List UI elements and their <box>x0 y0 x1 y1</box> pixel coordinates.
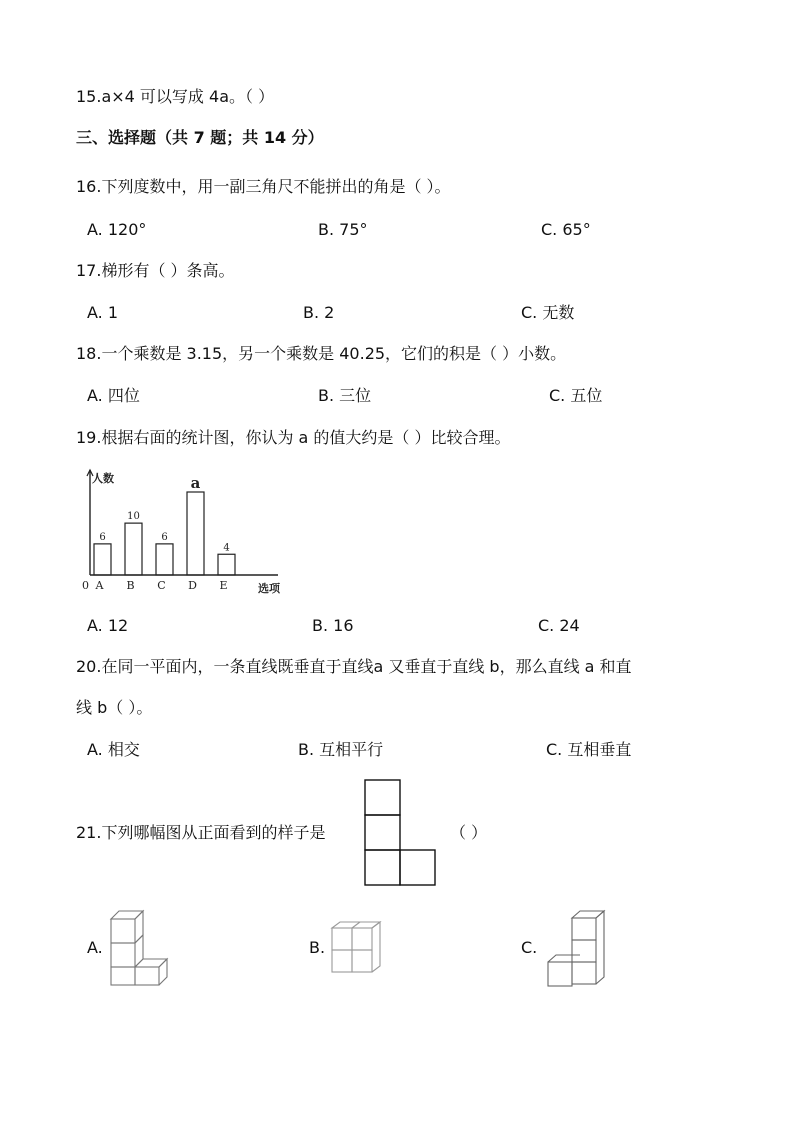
q18-option-c[interactable]: C. 五位 <box>549 386 603 405</box>
section-3-title: 三、选择题（共 7 题；共 14 分） <box>76 128 324 147</box>
bar-C <box>156 544 173 575</box>
data-label-E: 4 <box>223 542 230 554</box>
question-19: 19.根据右面的统计图，你认为 a 的值大约是（ ）比较合理。 <box>76 428 511 447</box>
front-view-square-middle <box>365 815 400 850</box>
q19-option-c[interactable]: C. 24 <box>538 616 580 635</box>
x-axis-label: 选项 <box>258 582 280 595</box>
cube-figure-a[interactable] <box>108 908 174 988</box>
q18-option-b[interactable]: B. 三位 <box>318 386 372 405</box>
chart-axes <box>87 470 278 575</box>
bar-E <box>218 554 235 575</box>
q17-option-b[interactable]: B. 2 <box>303 303 335 322</box>
front-view-square-bottom-left <box>365 850 400 885</box>
tick-label-E: E <box>219 579 228 592</box>
question-17: 17.梯形有（ ）条高。 <box>76 261 235 280</box>
q21-option-b[interactable]: B. <box>309 938 326 957</box>
q21-option-a[interactable]: A. <box>87 938 103 957</box>
data-label-D: a <box>190 474 201 492</box>
tick-label-D: D <box>188 579 197 592</box>
question-21: 21.下列哪幅图从正面看到的样子是 <box>76 823 326 842</box>
tick-label-C: C <box>157 579 166 592</box>
data-label-C: 6 <box>161 531 168 543</box>
q17-option-c[interactable]: C. 无数 <box>521 303 575 322</box>
q17-option-a[interactable]: A. 1 <box>87 303 119 322</box>
y-axis-label: 人数 <box>92 472 114 485</box>
bar-D <box>187 492 204 575</box>
q16-option-a[interactable]: A. 120° <box>87 220 147 239</box>
front-view-figure <box>364 779 438 887</box>
q21-option-c[interactable]: C. <box>521 938 538 957</box>
statistics-bar-chart <box>80 462 300 604</box>
cube-figure-c[interactable] <box>546 908 608 990</box>
q20-option-b[interactable]: B. 互相平行 <box>298 740 384 759</box>
bar-B <box>125 523 142 575</box>
question-18: 18.一个乘数是 3.15，另一个乘数是 40.25，它们的积是（ ）小数。 <box>76 344 567 363</box>
q20-option-a[interactable]: A. 相交 <box>87 740 140 759</box>
q20-option-c[interactable]: C. 互相垂直 <box>546 740 632 759</box>
q16-option-b[interactable]: B. 75° <box>318 220 368 239</box>
data-label-B: 10 <box>127 511 140 523</box>
question-15: 15.a×4 可以写成 4a。（ ） <box>76 87 275 106</box>
q18-option-a[interactable]: A. 四位 <box>87 386 140 405</box>
q16-option-c[interactable]: C. 65° <box>541 220 591 239</box>
origin-label: 0 <box>82 579 89 592</box>
question-16: 16.下列度数中，用一副三角尺不能拼出的角是（ ）。 <box>76 177 451 196</box>
question-20-line-1: 20.在同一平面内，一条直线既垂直于直线a 又垂直于直线 b，那么直线 a 和直 <box>76 657 632 676</box>
q19-option-a[interactable]: A. 12 <box>87 616 129 635</box>
chart-labels <box>82 471 281 595</box>
data-label-A: 6 <box>99 531 106 543</box>
tick-label-A: A <box>95 579 104 592</box>
bar-A <box>94 544 111 575</box>
cube-figure-b[interactable] <box>330 920 382 974</box>
tick-label-B: B <box>126 579 135 592</box>
q19-option-b[interactable]: B. 16 <box>312 616 354 635</box>
question-21-blank: （ ） <box>450 823 488 842</box>
front-view-square-bottom-right <box>400 850 435 885</box>
front-view-square-top <box>365 780 400 815</box>
question-20-line-2: 线 b（ ）。 <box>76 698 153 717</box>
